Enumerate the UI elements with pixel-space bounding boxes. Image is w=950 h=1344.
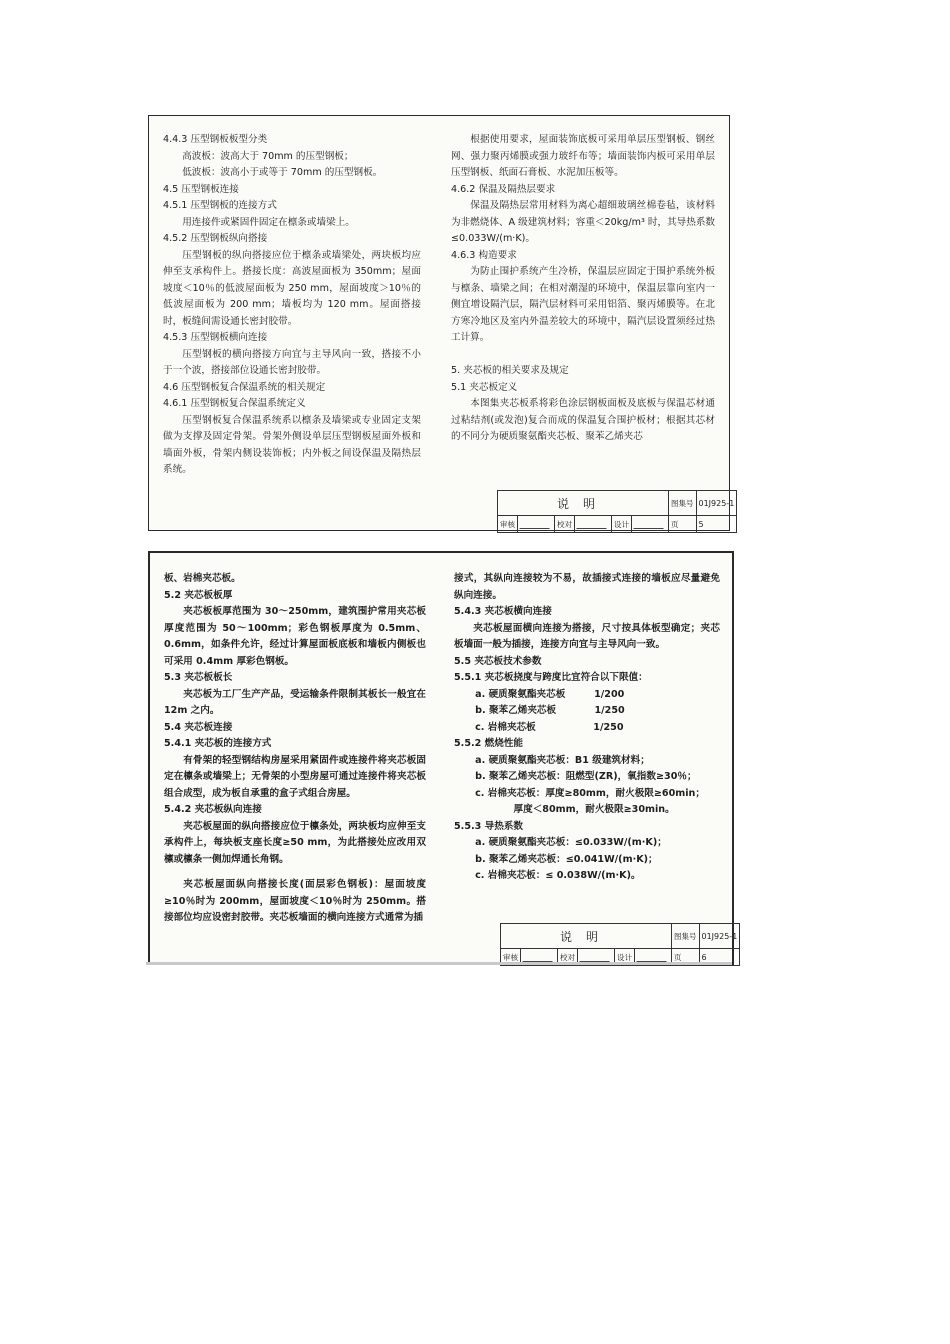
section-heading: 接式，其纵向连接较为不易，故插接式连接的墙板应尽量避免纵向连接。: [454, 573, 720, 601]
paragraph: 根据使用要求，屋面装饰底板可采用单层压型钢板、钢丝网、强力聚丙烯膜或强力玻纤布等；墙面装饰内板可采用单层压型钢板、纸面石膏板、水泥加压板等。: [451, 134, 715, 178]
section-heading: 5.5.2 燃烧性能: [454, 738, 524, 749]
paragraph: 夹芯板屋面的纵向搭接应位于檩条处，两块板均应伸至支承构件上，每块板支座长度≥50 mm，为此搭接处应改用双檩或檩条一侧加焊通长角钢。: [164, 820, 426, 865]
design-signature: [632, 516, 669, 533]
section-heading: 5. 夹芯板的相关要求及规定: [451, 365, 569, 376]
list-item: c. 岩棉夹芯板：厚度≥80mm，耐火极限≥60min；: [475, 787, 705, 799]
section-heading: 5.4 夹芯板连接: [164, 721, 233, 733]
sheet-shadow: [146, 962, 732, 965]
section-heading: 5.3 夹芯板板长: [164, 672, 233, 683]
paragraph: 保温及隔热层常用材料为离心超细玻璃丝棉卷毡，该材料为非燃烧体、A 级建筑材料；容重＜20kg/m³ 时，其导热系数≤0.033W/(m·K)。: [451, 200, 716, 244]
section-heading: 4.6.3 构造要求: [451, 249, 517, 261]
section-heading: 4.6.2 保温及隔热层要求: [451, 183, 556, 195]
drawing-sheet-page-5: [148, 115, 735, 531]
list-item: c. 岩棉夹芯板：≤ 0.038W/(m·K)。: [475, 870, 641, 881]
section-heading: 5.1 夹芯板定义: [451, 381, 518, 393]
section-heading: 5.5 夹芯板技术参数: [454, 655, 542, 667]
page-number: 5: [696, 516, 737, 533]
list-item: b. 聚苯乙烯夹芯板 1/250: [475, 705, 625, 716]
left-text-column: [164, 571, 426, 927]
section-heading: 4.5.3 压型钢板横向连接: [163, 332, 268, 343]
paragraph: 压型钢板的纵向搭接应位于檩条或墙梁处，两块板均应伸至支承构件上。搭接长度：高波屋面板为 350mm；屋面坡度＜10％的低波屋面板为 250 mm，屋面坡度＞10％的低波屋面板为 200 mm；墙板均为 120 mm。屋面搭接时，板缝间需设通长密封胶带。: [163, 249, 421, 327]
paragraph: 用连接件或紧固件固定在檩条或墙梁上。: [182, 216, 355, 228]
paragraph: 夹芯板为工厂生产产品，受运输条件限制其板长一般宜在 12m 之内。: [164, 688, 426, 716]
right-text-column: [454, 571, 720, 885]
section-heading: 5.4.1 夹芯板的连接方式: [164, 738, 272, 749]
page-number: 6: [699, 949, 740, 966]
list-item: a. 硬质聚氨酯夹芯板 1/200: [475, 688, 625, 700]
section-heading: 5.5.1 夹芯板挠度与跨度比宜符合以下限值：: [454, 672, 648, 683]
section-heading: 5.2 夹芯板板厚: [164, 589, 233, 601]
paragraph: 高波板：波高大于 70mm 的压型钢板；: [182, 150, 354, 162]
design-label: 设计: [615, 949, 635, 966]
section-heading: 板、岩棉夹芯板。: [164, 573, 241, 584]
paragraph: 有骨架的轻型钢结构房屋采用紧固件或连接件将夹芯板固定在檩条或墙梁上；无骨架的小型房屋可通过连接件将夹芯板组合成型，成为板自承重的盒子式组合房屋。: [164, 754, 426, 799]
right-text-column: [451, 132, 715, 446]
title-block: [500, 923, 740, 966]
title-block: [497, 490, 737, 533]
atlas-number-label: 图集号: [672, 924, 700, 949]
paragraph: 低波板：波高小于或等于 70mm 的压型钢板。: [182, 167, 383, 178]
paragraph: 夹芯板屋面纵向搭接长度(面层彩色钢板)：屋面坡度≥10％时为 200mm，屋面坡度＜10％时为 250mm。搭接部位均应设密封胶带。夹芯板墙面的横向连接方式通常为插: [164, 879, 426, 923]
list-item: c. 岩棉夹芯板 1/250: [475, 721, 624, 733]
section-heading: 5.5.3 导热系数: [454, 820, 524, 832]
paragraph: 压型钢板复合保温系统系以檩条及墙梁或专业固定支架做为支撑及固定骨架。骨架外侧设单层压型钢板屋面外板和墙面外板，骨架内侧设装饰板；内外板之间设保温及隔热层系统。: [163, 414, 421, 475]
paragraph: [451, 347, 715, 364]
paragraph: 压型钢板的横向搭接方向宜与主导风向一致，搭接不小于一个波，搭接部位设通长密封胶带。: [163, 348, 421, 376]
paragraph: 本图集夹芯板系将彩色涂层钢板面板及底板与保温芯材通过粘结剂(或发泡)复合而成的保温复合围护板材；根据其芯材的不同分为硬质聚氨酯夹芯板、聚苯乙烯夹芯: [451, 398, 715, 442]
section-heading: 4.6.1 压型钢板复合保温系统定义: [163, 398, 306, 409]
atlas-number: 01J925-1: [699, 924, 740, 949]
atlas-number-label: 图集号: [669, 491, 697, 516]
drawing-sheet-page-6: [148, 551, 738, 965]
list-item: a. 硬质聚氨酯夹芯板：≤0.033W/(m·K)；: [475, 837, 667, 848]
paragraph: 为防止围护系统产生冷桥，保温层应固定于围护系统外板与檩条、墙梁之间；在相对潮湿的环境中，保温层靠向室内一侧宜增设隔汽层，隔汽层材料可采用铝箔、聚丙烯膜等。在北方寒冷地区及室内外温差较大的环境中，隔汽层设置须经过热工计算。: [451, 266, 715, 343]
list-item: b. 聚苯乙烯夹芯板：≤0.041W/(m·K)；: [475, 853, 658, 865]
section-heading: 4.6 压型钢板复合保温系统的相关规定: [163, 381, 326, 393]
atlas-number: 01J925-1: [696, 491, 737, 516]
page-label: 页: [672, 949, 700, 966]
review-label: 审核: [498, 516, 518, 533]
left-text-column: [163, 132, 421, 479]
title-block-title: 说明: [501, 924, 672, 949]
page-label: 页: [669, 516, 697, 533]
section-heading: 5.4.3 夹芯板横向连接: [454, 606, 552, 617]
check-signature: [575, 516, 612, 533]
section-heading: 5.4.2 夹芯板纵向连接: [164, 804, 262, 815]
list-item: 厚度＜80mm，耐火极限≥30min。: [513, 804, 675, 815]
check-label: 校对: [555, 516, 575, 533]
section-heading: 4.4.3 压型钢板板型分类: [163, 134, 268, 145]
section-heading: 4.5.2 压型钢板纵向搭接: [163, 233, 268, 244]
review-label: 审核: [501, 949, 521, 966]
list-item: a. 硬质聚氨酯夹芯板：B1 级建筑材料；: [475, 754, 650, 766]
list-item: b. 聚苯乙烯夹芯板：阻燃型(ZR)，氧指数≥30％；: [475, 771, 697, 782]
check-label: 校对: [558, 949, 578, 966]
section-heading: 4.5 压型钢板连接: [163, 183, 239, 195]
design-label: 设计: [612, 516, 632, 533]
paragraph: 夹芯板板厚范围为 30～250mm，建筑围护常用夹芯板厚度范围为 50～100mm；彩色钢板厚度为 0.5mm、0.6mm，如条件允许，经过计算屋面板底板和墙板内侧板也可采用 0.4mm 厚彩色钢板。: [164, 606, 426, 667]
title-block-title: 说明: [498, 491, 669, 516]
paragraph: 夹芯板屋面横向连接为搭接，尺寸按具体板型确定；夹芯板墙面一般为插接，连接方向宜与主导风向一致。: [454, 622, 720, 650]
section-heading: 4.5.1 压型钢板的连接方式: [163, 200, 277, 211]
review-signature: [518, 516, 555, 533]
